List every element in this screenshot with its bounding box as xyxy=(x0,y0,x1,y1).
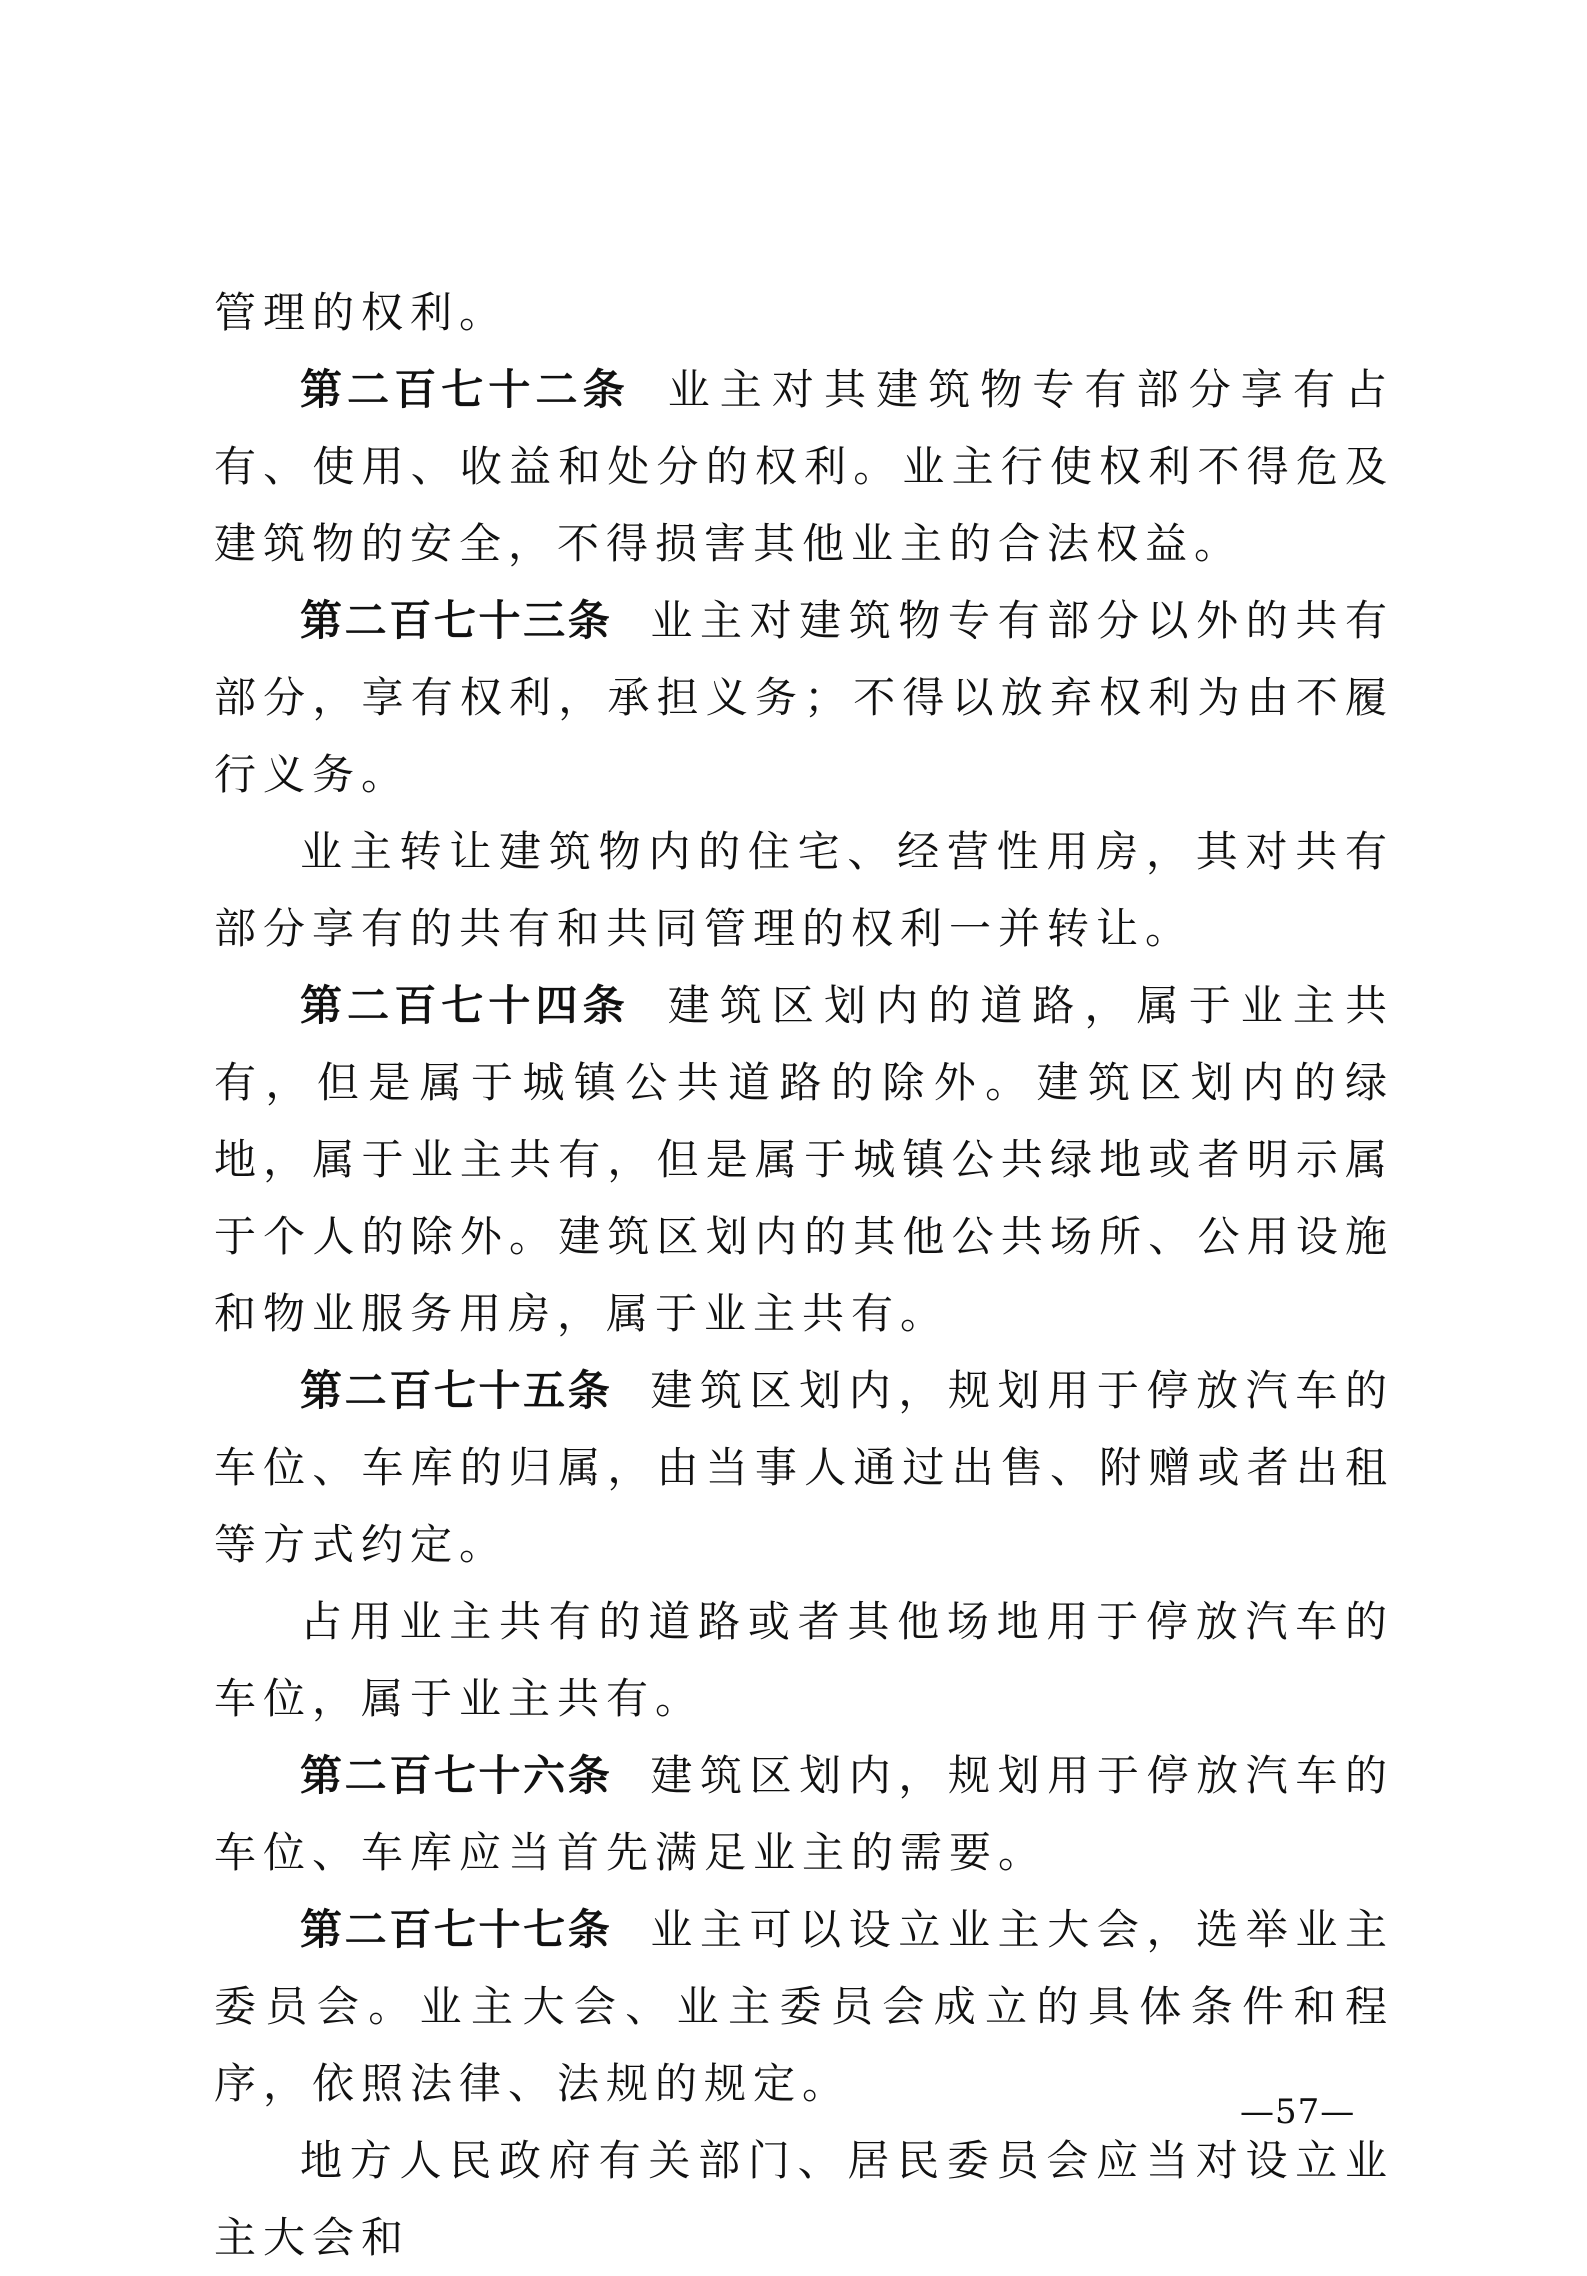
paragraph-article-273 xyxy=(214,582,1394,813)
document-body xyxy=(214,274,1394,2276)
article-number: 第二百七十五条 xyxy=(300,1366,613,1415)
paragraph-article-277 xyxy=(214,1891,1394,2122)
paragraph-text: 占用业主共有的道路或者其他场地用于停放汽车的车位，属于业主共有。 xyxy=(214,1597,1394,1723)
paragraph-article-276 xyxy=(214,1737,1394,1891)
paragraph-text: 业主转让建筑物内的住宅、经营性用房，其对共有部分享有的共有和共同管理的权利一并转让。 xyxy=(214,827,1394,953)
paragraph-text: 管理的权利。 xyxy=(214,288,509,337)
article-number: 第二百七十三条 xyxy=(300,596,613,645)
paragraph-article-275 xyxy=(214,1352,1394,1583)
article-number: 第二百七十四条 xyxy=(300,981,630,1030)
article-number: 第二百七十二条 xyxy=(300,365,630,414)
paragraph-article-273-clause-2 xyxy=(214,813,1394,967)
paragraph-text: 业主可以设立业主大会，选举业主委员会。业主大会、业主委员会成立的具体条件和程序，依照法律、法规的规定。 xyxy=(214,1905,1394,2108)
paragraph-1 xyxy=(214,274,1394,351)
paragraph-text: 建筑区划内，规划用于停放汽车的车位、车库应当首先满足业主的需要。 xyxy=(214,1751,1394,1877)
paragraph-text: 地方人民政府有关部门、居民委员会应当对设立业主大会和 xyxy=(214,2136,1394,2262)
article-number: 第二百七十七条 xyxy=(300,1905,613,1954)
paragraph-article-275-clause-2 xyxy=(214,1583,1394,1737)
article-number: 第二百七十六条 xyxy=(300,1751,613,1800)
paragraph-text: 建筑区划内，规划用于停放汽车的车位、车库的归属，由当事人通过出售、附赠或者出租等方式约定。 xyxy=(214,1366,1394,1569)
paragraph-article-274 xyxy=(214,967,1394,1352)
paragraph-text: 建筑区划内的道路，属于业主共有，但是属于城镇公共道路的除外。建筑区划内的绿地，属于业主共有，但是属于城镇公共绿地或者明示属于个人的除外。建筑区划内的其他公共场所、公用设施和物业服务用房，属于业主共有。 xyxy=(214,981,1394,1338)
paragraph-text: 业主对其建筑物专有部分享有占有、使用、收益和处分的权利。业主行使权利不得危及建筑物的安全，不得损害其他业主的合法权益。 xyxy=(214,365,1394,568)
page-number: —57— xyxy=(1240,2092,1356,2132)
paragraph-text: 业主对建筑物专有部分以外的共有部分，享有权利，承担义务；不得以放弃权利为由不履行义务。 xyxy=(214,596,1394,799)
paragraph-article-272 xyxy=(214,351,1394,582)
paragraph-article-277-clause-2 xyxy=(214,2122,1394,2276)
